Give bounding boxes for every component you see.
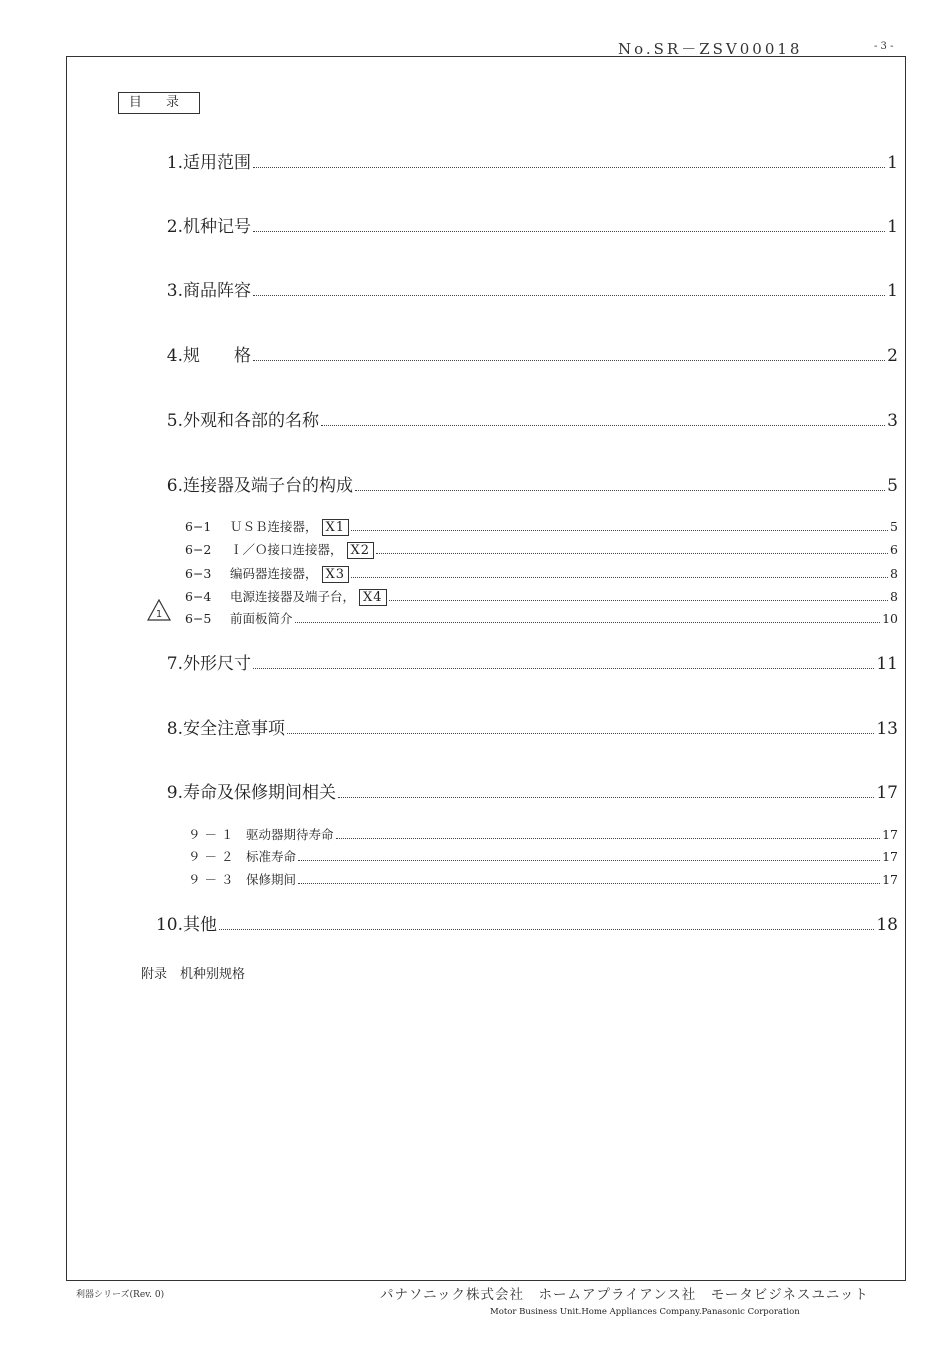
toc-heading: 目 录: [118, 92, 200, 114]
toc-entry-1[interactable]: [143, 148, 898, 173]
dot-leader: [351, 577, 888, 578]
toc-page: 5: [890, 519, 898, 534]
toc-number: 10.: [155, 915, 183, 935]
connector-code-box: X1: [322, 519, 350, 536]
connector-code-box: X3: [322, 566, 350, 583]
dot-leader: [355, 490, 885, 491]
page-number: - 3 -: [874, 41, 894, 52]
revision-mark: 1: [155, 609, 163, 620]
toc-subtitle: ＵＳＢ连接器，: [230, 519, 318, 534]
dot-leader: [321, 425, 885, 426]
toc-page: 1: [887, 281, 898, 301]
dot-leader: [219, 929, 874, 930]
toc-page: 10: [882, 611, 898, 626]
toc-number: 6.: [166, 476, 183, 496]
toc-entry-6[interactable]: [143, 471, 898, 496]
dot-leader: [338, 797, 874, 798]
document-number: No.SR－ZSV00018: [618, 40, 803, 58]
toc-subnumber: 6−3: [185, 566, 212, 581]
toc-subtitle: 保修期间: [246, 872, 297, 887]
footer-company-english: Motor Business Unit.Home Appliances Company.Panasonic Corporation: [490, 1307, 800, 1317]
dot-leader: [253, 360, 885, 361]
footer-series: 利器シリーズ(Rev. 0): [76, 1290, 165, 1300]
dot-leader: [253, 295, 885, 296]
toc-title: 寿命及保修期间相关: [183, 783, 336, 803]
toc-page: 8: [890, 566, 898, 581]
toc-title: 商品阵容: [183, 281, 251, 301]
toc-title: 外形尺寸: [183, 654, 251, 674]
toc-title: 规 格: [183, 346, 251, 366]
toc-page: 1: [887, 217, 898, 237]
toc-subnumber: 6−1: [185, 519, 212, 534]
toc-subentry-6-5[interactable]: [185, 609, 898, 624]
toc-page: 3: [887, 411, 898, 431]
toc-number: 3.: [166, 281, 183, 301]
dot-leader: [287, 733, 874, 734]
dot-leader: [336, 838, 881, 839]
dot-leader: [351, 530, 888, 531]
toc-page: 17: [876, 783, 898, 803]
connector-code-box: X4: [359, 589, 387, 606]
dot-leader: [253, 668, 874, 669]
toc-subnumber: ９ － ３: [188, 872, 234, 887]
toc-page: 2: [887, 346, 898, 366]
toc-page: 5: [887, 476, 898, 496]
toc-subnumber: 6−5: [185, 611, 212, 626]
toc-number: 2.: [166, 217, 183, 237]
revision-warning-icon: [147, 599, 171, 621]
toc-page: 17: [882, 849, 898, 864]
toc-subtitle: 驱动器期待寿命: [246, 827, 334, 842]
dot-leader: [298, 883, 880, 884]
toc-page: 17: [882, 872, 898, 887]
toc-number: 5.: [166, 411, 183, 431]
dot-leader: [298, 860, 880, 861]
toc-page: 18: [876, 915, 898, 935]
toc-number: 4.: [166, 346, 183, 366]
dot-leader: [376, 553, 888, 554]
toc-subentry-6-2[interactable]: [185, 540, 898, 558]
toc-page: 11: [876, 654, 898, 674]
appendix-entry[interactable]: 附录 机种别规格: [141, 967, 246, 982]
toc-subentry-9-1[interactable]: [188, 825, 898, 840]
toc-subtitle: 电源连接器及端子台，: [230, 589, 356, 604]
toc-subentry-9-2[interactable]: [188, 847, 898, 862]
toc-subtitle: 编码器连接器，: [230, 566, 318, 581]
toc-subentry-9-3[interactable]: [188, 870, 898, 885]
toc-title: 其他: [183, 915, 217, 935]
dot-leader: [253, 231, 885, 232]
toc-title: 机种记号: [183, 217, 251, 237]
toc-entry-9[interactable]: [143, 778, 898, 803]
toc-entry-4[interactable]: [143, 341, 898, 366]
toc-entry-2[interactable]: [143, 212, 898, 237]
toc-subnumber: 6−4: [185, 589, 212, 604]
toc-entry-7[interactable]: [143, 649, 898, 674]
toc-subentry-6-4[interactable]: [185, 587, 898, 605]
toc-number: 9.: [166, 783, 183, 803]
toc-page: 8: [890, 589, 898, 604]
toc-subtitle: 标准寿命: [246, 849, 297, 864]
toc-number: 7.: [166, 654, 183, 674]
toc-title: 连接器及端子台的构成: [183, 476, 353, 496]
footer-company: パナソニック株式会社 ホームアプライアンス社 モータビジネスユニット: [380, 1287, 869, 1303]
toc-title: 安全注意事项: [183, 719, 285, 739]
toc-entry-3[interactable]: [143, 276, 898, 301]
toc-page: 1: [887, 153, 898, 173]
toc-title: 适用范围: [183, 153, 251, 173]
toc-page: 6: [890, 542, 898, 557]
toc-page: 13: [876, 719, 898, 739]
toc-subentry-6-1[interactable]: [185, 517, 898, 535]
dot-leader: [295, 622, 881, 623]
toc-subnumber: 6−2: [185, 542, 212, 557]
toc-subtitle: Ｉ／Ｏ接口连接器，: [230, 542, 343, 557]
toc-subtitle: 前面板简介: [230, 611, 293, 626]
connector-code-box: X2: [347, 542, 375, 559]
dot-leader: [253, 167, 885, 168]
toc-entry-5[interactable]: [143, 406, 898, 431]
toc-entry-10[interactable]: [143, 910, 898, 935]
toc-page: 17: [882, 827, 898, 842]
toc-entry-8[interactable]: [143, 714, 898, 739]
toc-number: 8.: [166, 719, 183, 739]
toc-title: 外观和各部的名称: [183, 411, 319, 431]
dot-leader: [389, 600, 889, 601]
toc-number: 1.: [166, 153, 183, 173]
toc-subnumber: ９ － ２: [188, 849, 234, 864]
toc-subnumber: ９ － １: [188, 827, 234, 842]
toc-subentry-6-3[interactable]: [185, 564, 898, 582]
